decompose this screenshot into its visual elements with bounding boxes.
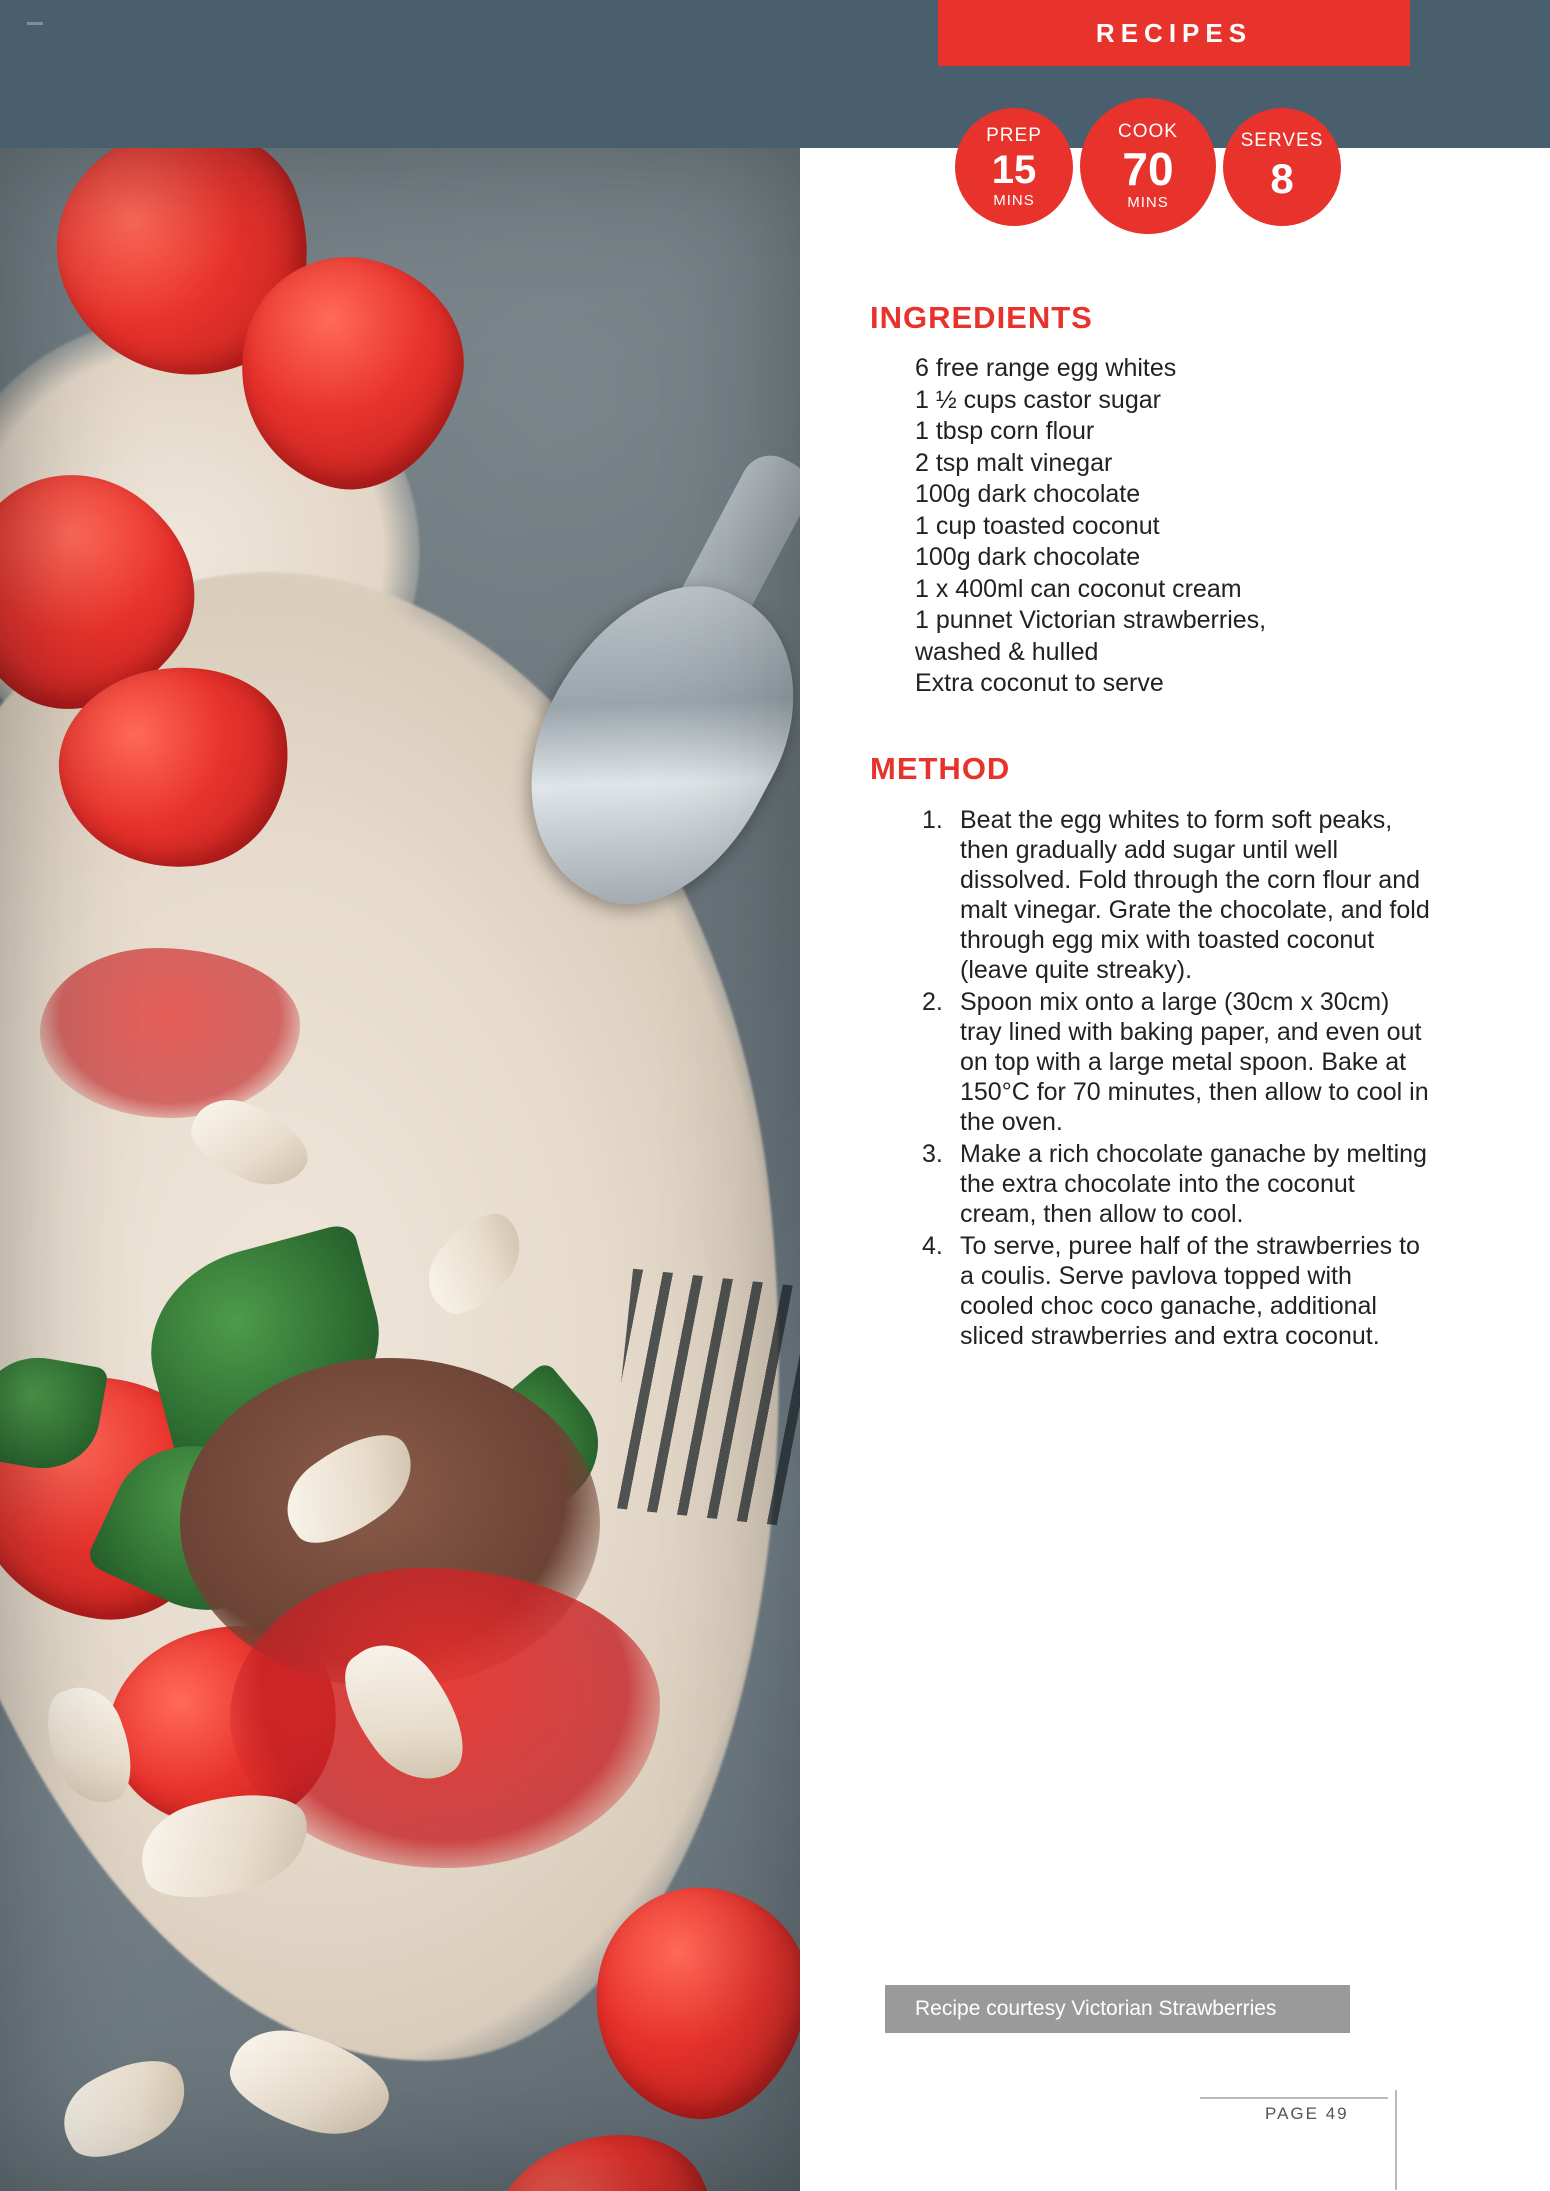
recipe-courtesy-text: Recipe courtesy Victorian Strawberries xyxy=(915,1997,1277,2020)
list-item: washed & hulled xyxy=(915,637,1099,666)
serves-value: 8 xyxy=(1270,155,1294,202)
list-item: Extra coconut to serve xyxy=(915,669,1164,697)
list-item: 2 tsp malt vinegar xyxy=(915,448,1113,477)
recipe-courtesy-banner xyxy=(885,1985,1350,2033)
photo-vignette xyxy=(0,148,800,2191)
cook-value: 70 xyxy=(1122,143,1174,195)
prep-time-badge xyxy=(955,108,1073,226)
list-item: 100g dark chocolate xyxy=(915,480,1141,508)
prep-value: 15 xyxy=(991,148,1037,192)
page-number: PAGE 49 xyxy=(1265,2104,1349,2123)
section-tab-recipes xyxy=(938,0,1410,66)
crop-mark xyxy=(27,22,43,25)
page-edge-rule xyxy=(1395,2090,1397,2190)
ingredients-title: INGREDIENTS xyxy=(870,300,1093,335)
ingredients-list xyxy=(915,354,1430,699)
serves-badge xyxy=(1223,108,1341,226)
list-item: 1 tbsp corn flour xyxy=(915,417,1095,445)
method-title: METHOD xyxy=(870,750,1011,786)
serves-label: SERVES xyxy=(1240,130,1324,151)
recipe-content xyxy=(870,300,1430,1353)
page-number-rule xyxy=(1200,2097,1388,2099)
prep-unit: MINS xyxy=(993,192,1035,209)
list-item: 1 ½ cups castor sugar xyxy=(915,385,1161,414)
list-item: 1 punnet Victorian strawberries, xyxy=(915,606,1267,634)
recipe-meta-badges xyxy=(955,92,1435,222)
list-item: 1 cup toasted coconut xyxy=(915,511,1160,540)
cook-unit: MINS xyxy=(1127,194,1169,211)
list-item: Make a rich chocolate ganache by melting the extra chocolate into the coconut cream, then allow to cool. xyxy=(960,1139,1427,1228)
list-item: Beat the egg whites to form soft peaks, then gradually add sugar until well dissolved. Fold through the corn flour and malt vinegar. Grate the chocolate, and fold through egg mix with toasted coconut (leave quite streaky). xyxy=(960,805,1430,984)
list-item: Spoon mix onto a large (30cm x 30cm) tray lined with baking paper, and even out on top with a large metal spoon. Bake at 150°C for 70 minutes, then allow to cool in the oven. xyxy=(960,987,1429,1136)
prep-label: PREP xyxy=(986,125,1042,146)
list-item: 100g dark chocolate xyxy=(915,543,1141,571)
cook-time-badge xyxy=(1080,98,1216,234)
cook-label: COOK xyxy=(1118,121,1178,142)
section-tab-label: RECIPES xyxy=(1095,17,1253,48)
list-item: 1 x 400ml can coconut cream xyxy=(915,574,1242,603)
recipe-photo xyxy=(0,148,800,2191)
list-item: 6 free range egg whites xyxy=(915,354,1177,382)
method-list xyxy=(922,805,1430,1351)
list-item: To serve, puree half of the strawberries to a coulis. Serve pavlova topped with cooled choc coco ganache, additional sliced strawberries and extra coconut. xyxy=(960,1231,1420,1350)
